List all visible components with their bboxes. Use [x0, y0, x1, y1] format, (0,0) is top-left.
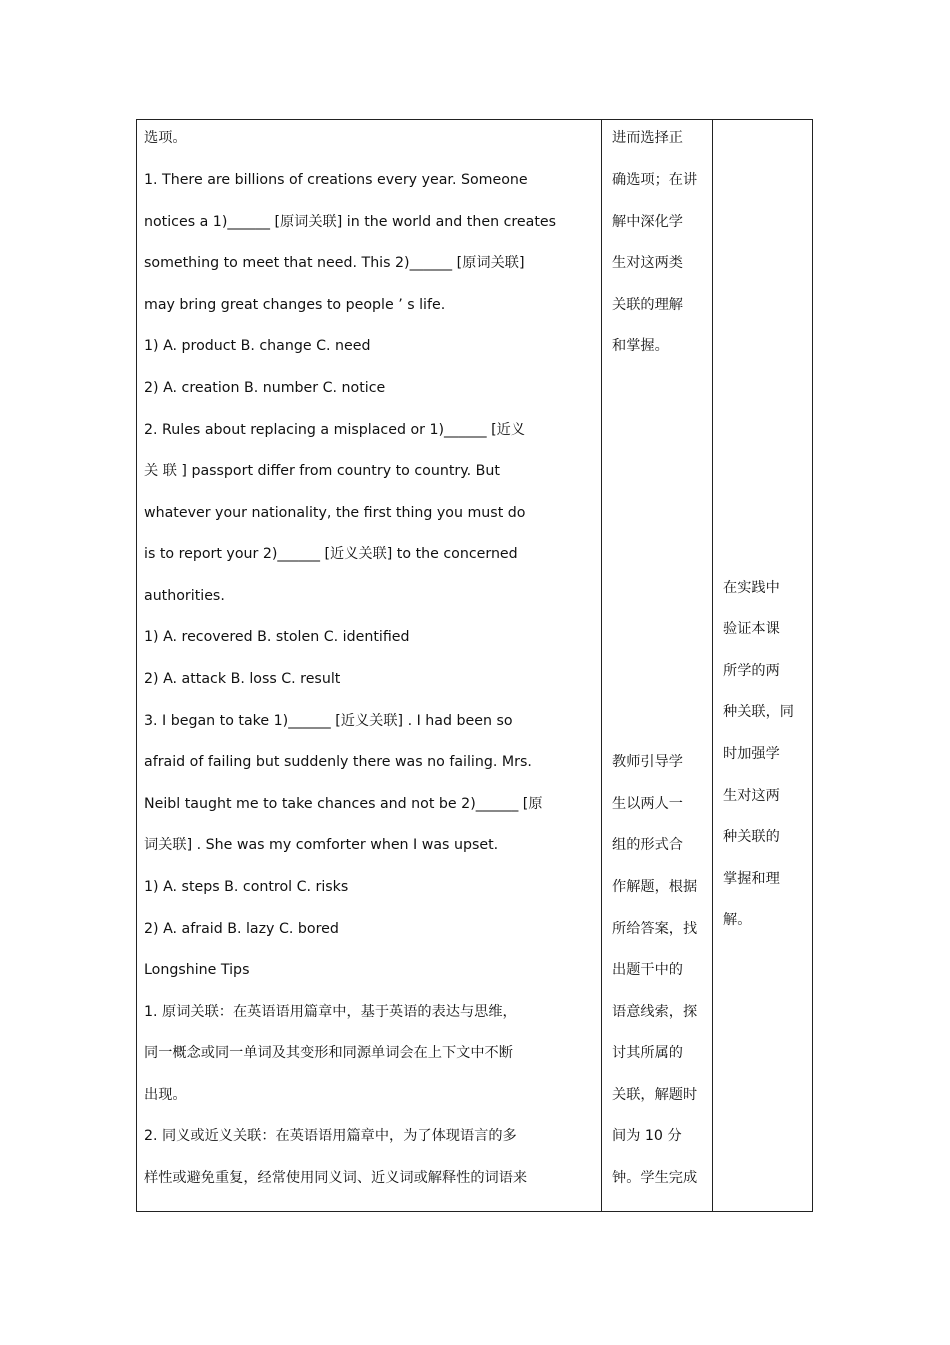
tips-heading: Longshine Tips — [144, 962, 250, 978]
purpose-line: 生对这两 — [723, 788, 780, 804]
teacher-line: 生对这两类 — [612, 255, 683, 271]
text-line: 3. I began to take 1)______ [近义关联] . I had been so — [144, 713, 513, 729]
purpose-line: 解。 — [723, 912, 752, 928]
purpose-line: 掌握和理 — [723, 871, 780, 887]
tip-line: 样性或避免重复，经常使用同义词、近义词或解释性的词语来 — [144, 1170, 528, 1186]
teacher-line: 关联的理解 — [612, 297, 683, 313]
teacher-line: 出题干中的 — [612, 962, 683, 978]
design-purpose-column — [713, 120, 812, 1211]
option-line: 2) A. creation B. number C. notice — [144, 380, 386, 396]
tip-line: 同一概念或同一单词及其变形和同源单词会在上下文中不断 — [144, 1045, 513, 1061]
teacher-line: 关联，解题时 — [612, 1087, 698, 1103]
teacher-line: 讨其所属的 — [612, 1045, 683, 1061]
text-line: 选项。 — [144, 130, 187, 146]
text-line: 关 联 ] passport differ from country to country. But — [144, 463, 500, 479]
teacher-line: 钟。学生完成 — [612, 1170, 698, 1186]
teacher-line: 生以两人一 — [612, 796, 683, 812]
text-line: may bring great changes to people ’ s life. — [144, 297, 446, 313]
purpose-line: 所学的两 — [723, 663, 780, 679]
teacher-line: 语意线索，探 — [612, 1004, 698, 1020]
option-line: 2) A. attack B. loss C. result — [144, 671, 341, 687]
purpose-line: 种关联的 — [723, 829, 780, 845]
option-line: 1) A. recovered B. stolen C. identified — [144, 629, 410, 645]
teacher-line: 组的形式合 — [612, 837, 683, 853]
option-line: 1) A. steps B. control C. risks — [144, 879, 349, 895]
teacher-line: 作解题，根据 — [612, 879, 698, 895]
lesson-table — [136, 119, 813, 1212]
text-line: afraid of failing but suddenly there was no failing. Mrs. — [144, 754, 532, 770]
purpose-line: 时加强学 — [723, 746, 780, 762]
option-line: 2) A. afraid B. lazy C. bored — [144, 921, 339, 937]
tip-line: 2. 同义或近义关联：在英语语用篇章中，为了体现语言的多 — [144, 1128, 517, 1144]
text-line: is to report your 2)______ [近义关联] to the concerned — [144, 546, 518, 562]
text-line: authorities. — [144, 588, 225, 604]
option-line: 1) A. product B. change C. need — [144, 338, 371, 354]
text-line: Neibl taught me to take chances and not be 2)______ [原 — [144, 796, 543, 812]
tip-line: 出现。 — [144, 1087, 187, 1103]
exercise-column — [137, 120, 602, 1211]
text-line: whatever your nationality, the first thing you must do — [144, 505, 526, 521]
tip-line: 1. 原词关联：在英语语用篇章中，基于英语的表达与思维， — [144, 1004, 517, 1020]
purpose-line: 种关联，同 — [723, 704, 794, 720]
teacher-line: 进而选择正 — [612, 130, 683, 146]
teacher-line: 间为 10 分 — [612, 1128, 682, 1144]
teacher-line: 确选项；在讲 — [612, 172, 698, 188]
teacher-activity-column — [602, 120, 713, 1211]
teacher-line: 解中深化学 — [612, 214, 683, 230]
text-line: notices a 1)______ [原词关联] in the world and then creates — [144, 214, 556, 230]
teacher-line: 所给答案，找 — [612, 921, 698, 937]
teacher-line: 教师引导学 — [612, 754, 683, 770]
text-line: something to meet that need. This 2)______ [原词关联] — [144, 255, 525, 271]
text-line: 词关联] . She was my comforter when I was upset. — [144, 837, 499, 853]
purpose-line: 验证本课 — [723, 621, 780, 637]
text-line: 2. Rules about replacing a misplaced or 1)______ [近义 — [144, 422, 526, 438]
teacher-line: 和掌握。 — [612, 338, 669, 354]
text-line: 1. There are billions of creations every year. Someone — [144, 172, 528, 188]
purpose-line: 在实践中 — [723, 580, 780, 596]
